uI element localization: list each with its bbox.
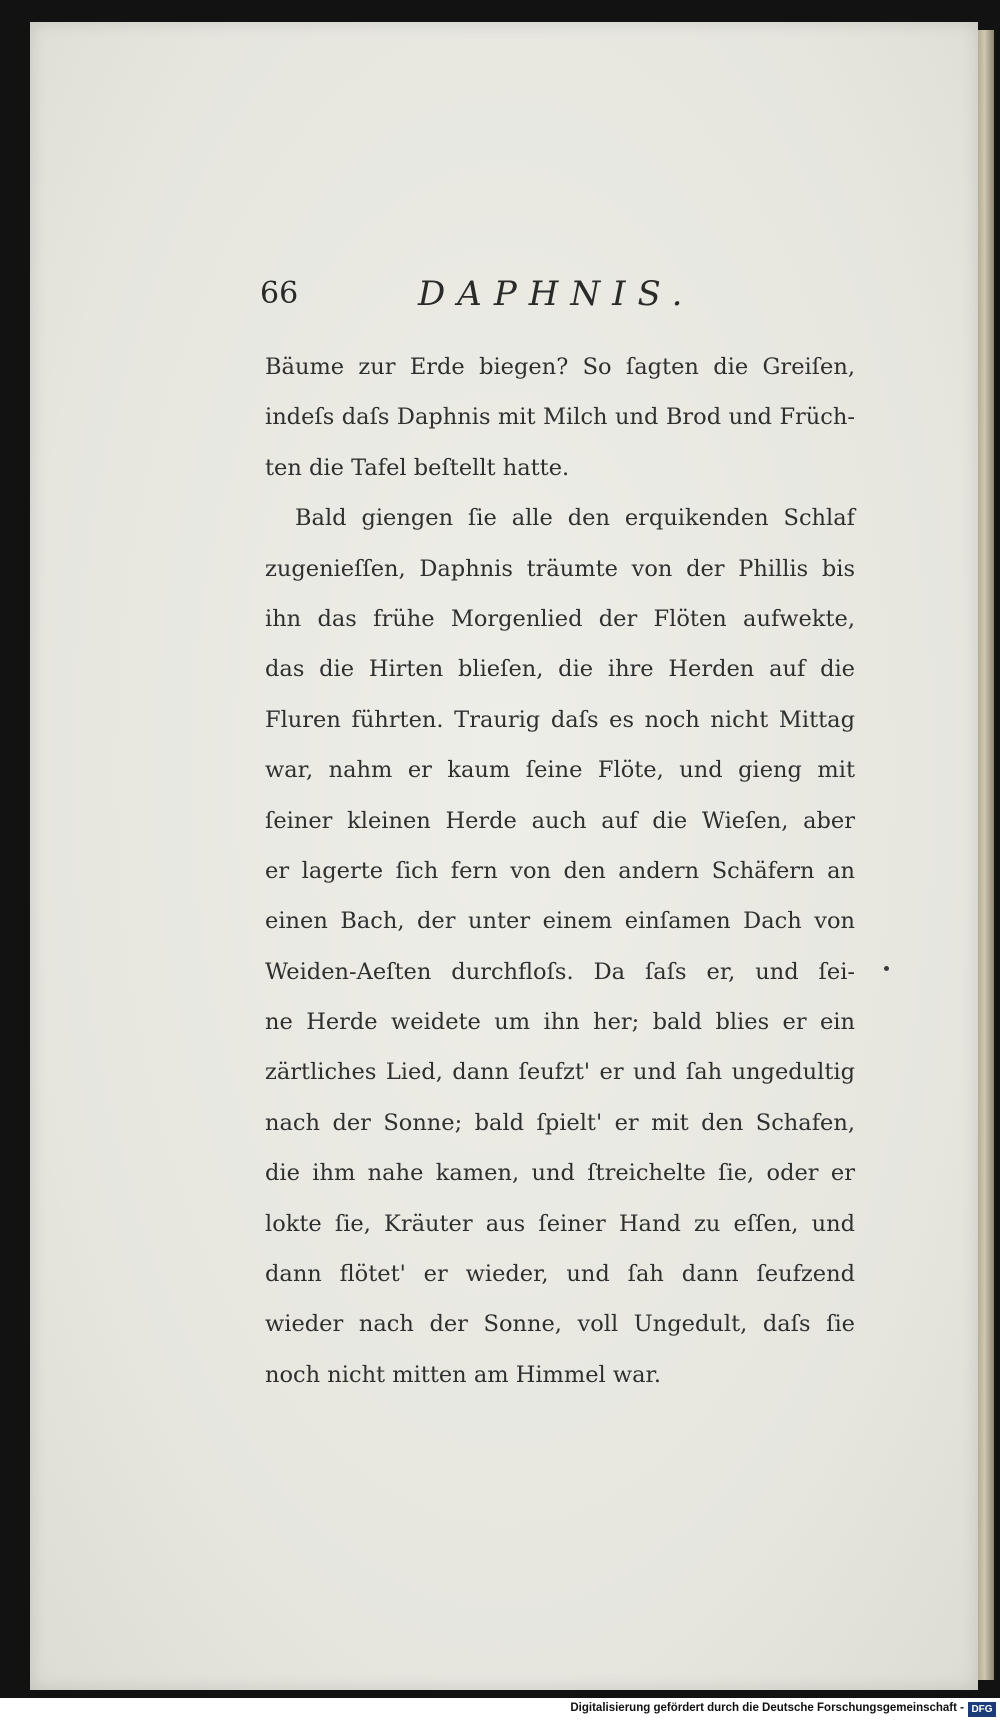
text-line: lokte ſie, Kräuter aus ſeiner Hand zu eſſen, und	[265, 1210, 855, 1237]
text-line: zärtliches Lied, dann ſeufzt' er und ſah ungedultig	[265, 1059, 855, 1086]
text-line: Bald giengen ſie alle den erquikenden Schlaf	[295, 505, 855, 532]
page-edge	[978, 30, 994, 1680]
dfg-logo-icon: DFG	[968, 1702, 996, 1717]
text-line: er lagerte ſich fern von den andern Schäfern an	[265, 857, 855, 884]
digitization-footer	[0, 1698, 1000, 1721]
text-line: dann flötet' er wieder, und ſah dann ſeufzend	[265, 1261, 855, 1288]
ink-speck	[884, 966, 889, 971]
running-title: DAPHNIS.	[418, 274, 695, 314]
text-line: Fluren führten. Traurig daſs es noch nicht Mittag	[265, 706, 855, 733]
body-text	[265, 342, 855, 1400]
text-line: zugenieſſen, Daphnis träumte von der Phillis bis	[265, 555, 855, 582]
running-head	[260, 276, 700, 326]
page-number: 66	[260, 276, 299, 311]
text-line: noch nicht mitten am Himmel war.	[265, 1361, 661, 1388]
funding-credit: Digitalisierung gefördert durch die Deutsche Forschungsgemeinschaft -	[570, 1702, 964, 1714]
text-line: wieder nach der Sonne, voll Ungedult, daſs ſie	[265, 1311, 855, 1338]
text-line: nach der Sonne; bald ſpielt' er mit den Schafen,	[265, 1109, 855, 1136]
text-line: war, nahm er kaum ſeine Flöte, und gieng mit	[265, 757, 855, 784]
text-line: ne Herde weidete um ihn her; bald blies er ein	[265, 1009, 855, 1036]
text-line: ten die Tafel beſtellt hatte.	[265, 454, 570, 481]
text-line: einen Bach, der unter einem einſamen Dach von	[265, 908, 855, 935]
text-line: ihn das frühe Morgenlied der Flöten aufwekte,	[265, 605, 855, 632]
text-line: indeſs daſs Daphnis mit Milch und Brod und Früch-	[265, 404, 855, 431]
text-line: das die Hirten blieſen, die ihre Herden auf die	[265, 656, 855, 683]
text-line: Bäume zur Erde biegen? So ſagten die Greiſen,	[265, 354, 855, 380]
text-line: Weiden-Aeſten durchfloſs. Da ſaſs er, und ſei-	[265, 958, 855, 985]
text-line: die ihm nahe kamen, und ſtreichelte ſie, oder er	[265, 1160, 855, 1187]
text-line: ſeiner kleinen Herde auch auf die Wieſen, aber	[265, 807, 855, 834]
